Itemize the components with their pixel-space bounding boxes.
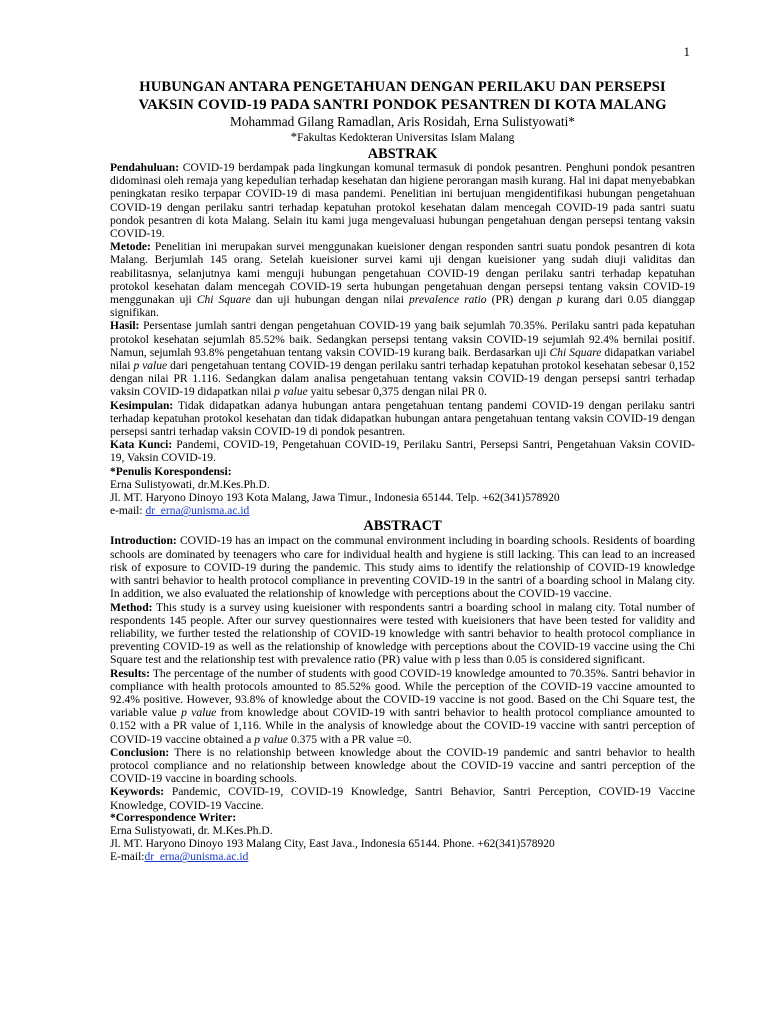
abstract-results [110, 667, 695, 746]
abstrak-kesimpulan [110, 400, 695, 440]
korespondensi-email-line [110, 505, 695, 518]
abstract-body [110, 534, 695, 864]
email-prefix: e-mail: [110, 505, 146, 518]
correspondence-name: Erna Sulistyowati, dr. M.Kes.Ph.D. [110, 824, 273, 837]
hasil-chi-square: Chi Square [549, 346, 602, 359]
pendahuluan-label: Pendahuluan: [110, 162, 180, 174]
results-p-value-2: p value [254, 732, 289, 746]
abstrak-pendahuluan [110, 162, 695, 241]
results-text-a: The percentage of the number of students with good COVID-19 knowledge amounted to 70.35%. Santri behavior in compliance with health protocols amounted to 85.52% good. While the perception of the COVID-19 vaccine amounted to 92.4% positive. However, 93.8% of knowledge about the COVID-19 vaccine is not good. Based on the Chi Square test, the variable value [110, 666, 695, 720]
hasil-label: Hasil: [110, 320, 140, 333]
paper-title [110, 78, 695, 114]
metode-label: Metode: [110, 241, 151, 254]
kata-kunci-label: Kata Kunci: [110, 439, 173, 452]
hasil-text-b: didapatkan variabel nilai [110, 346, 695, 373]
hasil-p-value-2: p value [274, 386, 308, 399]
abstract-heading: ABSTRACT [363, 518, 442, 535]
authors: Mohammad Gilang Ramadlan, Aris Rosidah, Erna Sulistyowati* [230, 114, 575, 129]
abstract-introduction [110, 534, 695, 600]
page-number: 1 [683, 44, 690, 59]
method-label: Method: [110, 600, 153, 614]
conclusion-label: Conclusion: [110, 745, 170, 759]
korespondensi-label: *Penulis Korespondensi: [110, 465, 232, 478]
metode-text-d: kurang dari 0.05 dianggap signifikan. [110, 294, 695, 320]
metode-text-b: dan uji hubungan dengan nilai [250, 294, 410, 307]
correspondence-label: *Correspondence Writer: [110, 811, 237, 824]
abstrak-kata-kunci [110, 439, 695, 465]
hasil-text-a: Persentase jumlah santri dengan pengetahuan COVID-19 yang baik sejumlah 70.35%. Perilaku santri pada kepatuhan protokol kesehatan sejumlah 85.52% baik. Sedangkan persepsi tentang vaksin COVID-19 sejumlah 92.4% bernilai positif. Namun, sejumlah 93.8% pengetahuan tentang vaksin COVID-19 kurang baik. Berdasarkan uji [110, 320, 695, 359]
results-p-value-1: p value [181, 706, 217, 720]
abstract-method [110, 601, 695, 667]
pendahuluan-text: COVID-19 berdampak pada lingkungan komunal termasuk di pondok pesantren. Penghuni pondok pesantren didominasi oleh remaja yang kepedulian terhadap kesehatan dan higiene perorangan masih kurang. Hal ini dapat menyebabkan peningkatan resiko terpapar COVID-19 di masa pandemi. Penelitian ini bertujuan mengidentifikasi hubungan pengetahuan COVID-19 dengan perilaku santri terhadap kepatuhan protokol kesehatan dalam mencegah COVID-19 pada santri suatu pondok pesantren di kota Malang. Selain itu kami juga mengevaluasi hubungan pengetahuan dengan persepsi tentang vaksin COVID-19. [110, 162, 696, 241]
affiliation [110, 129, 695, 146]
metode-chi-square: Chi Square [196, 294, 251, 307]
kesimpulan-label: Kesimpulan: [110, 399, 174, 412]
email-prefix-en: E-mail: [110, 851, 145, 864]
affiliation-text: Fakultas Kedokteran Universitas Islam Malang [297, 132, 515, 144]
correspondence-address: Jl. MT. Haryono Dinoyo 193 Malang City, East Java., Indonesia 65144. Phone. +62(341)578920 [110, 838, 555, 851]
kata-kunci-text: Pandemi, COVID-19, Pengetahuan COVID-19, Perilaku Santri, Persepsi Santri, Pengetahuan Vaksin COVID-19, Vaksin COVID-19. [110, 439, 696, 465]
affiliation-star: * [290, 129, 298, 144]
kesimpulan-text: Tidak didapatkan adanya hubungan antara pengetahuan tentang pandemi COVID-19 dengan perilaku santri terhadap kepatuhan protokol kesehatan dan tidak didapatkan hubungan antara pengetahuan tentang vaksin COVID-19 dengan persepsi santri terhadap vaksin COVID-19 di pondok pesantren. [110, 399, 695, 439]
correspondence-email-line [110, 851, 695, 864]
abstract-conclusion [110, 746, 695, 786]
abstract-keywords [110, 785, 695, 811]
abstrak-metode [110, 241, 695, 320]
metode-text-a: Penelitian ini merupakan survei menggunakan kueisioner dengan responden santri suatu pondok pesantren di kota Malang. Berjumlah 145 orang. Setelah kueisioner survei kami uji dengan kueisioner yang sudah diuji validitas dan reabilitasnya, selanjutnya kami menguji hubungan pengetahuan COVID-19 dengan perilaku santri terhadap kepatuhan protokol kesehatan dalam mencegah COVID-19 serta hubungan pengetahuan dengan persepsi tentang vaksin COVID-19 menggunakan uji [110, 241, 695, 307]
abstrak-heading: ABSTRAK [367, 146, 438, 162]
results-label: Results: [110, 666, 150, 680]
keywords-text: Pandemic, COVID-19, COVID-19 Knowledge, Santri Behavior, Santri Perception, COVID-19 Vaccine Knowledge, COVID-19 Vaccine. [110, 785, 695, 812]
korespondensi-address: Jl. MT. Haryono Dinoyo 193 Kota Malang, Jawa Timur., Indonesia 65144. Telp. +62(341)578920 [110, 492, 560, 505]
introduction-label: Introduction: [110, 534, 177, 548]
paper-page [110, 40, 695, 865]
keywords-label: Keywords: [110, 785, 165, 799]
hasil-p-value-1: p value [133, 360, 168, 373]
title-line-2: VAKSIN COVID-19 PADA SANTRI PONDOK PESANTREN DI KOTA MALANG [138, 97, 667, 113]
metode-p: p [556, 294, 563, 307]
metode-prevalence-ratio: prevalence ratio [409, 294, 487, 307]
method-text: This study is a survey using kueisioner with respondents santri a boarding school in malang city. Total number of respondents 145 people. After our survey questionnaires were tested with kueisioners that have been tested for validity and reliability, we further tested the relationship of COVID-19 knowledge with santri behavior to health protocol compliance in preventing COVID-19 as well as the relationship of knowledge with perceptions about the COVID-19 vaccine using the Chi Square test and the relationship test with prevalence ratio (PR) value with p less than 0.05 is considered significant. [110, 600, 695, 667]
conclusion-text: There is no relationship between knowledge about the COVID-19 pandemic and santri behavior to health protocol compliance and no relationship between knowledge about the COVID-19 vaccine and santri perception of the COVID-19 vaccine in boarding schools. [110, 745, 695, 786]
email-link-en[interactable]: dr_erna@unisma.ac.id [144, 851, 249, 864]
results-text-b: from knowledge about COVID-19 with santri behavior to health protocol compliance amounted to 0.152 with a PR value of 1,116. While in the analysis of knowledge about the COVID-19 vaccine with santri perception of COVID-19 vaccine obtained a [110, 706, 695, 746]
results-text-c: 0.375 with a PR value =0. [288, 732, 412, 746]
hasil-text-d: yaitu sebesar 0,375 dengan nilai PR 0. [307, 386, 487, 399]
metode-text-c: (PR) dengan [486, 294, 557, 307]
abstrak-hasil [110, 320, 695, 399]
hasil-text-c: dari pengetahuan tentang COVID-19 dengan perilaku santri terhadap kepatuhan protokol kesehatan sebesar 0,152 dengan nilai PR 1.116. Sedangkan dalam analisa pengetahuan tentang vaksin COVID-19 dengan persepsi santri terhadap vaksin COVID-19 didapatkan nilai [110, 360, 695, 399]
email-link[interactable]: dr_erna@unisma.ac.id [145, 505, 250, 518]
title-line-1: HUBUNGAN ANTARA PENGETAHUAN DENGAN PERILAKU DAN PERSEPSI [139, 79, 666, 95]
introduction-text: COVID-19 has an impact on the communal environment including in boarding schools. Residents of boarding schools are dominated by teenagers who care for individual health and hygiene is still lacking. This can lead to an increased risk of exposure to COVID-19 during the pandemic. This study aims to identify the relationship of COVID-19 knowledge with santri behavior to health protocol compliance in preventing COVID-19 in the santri of a boarding school in Malang city. In addition, we also evaluated the relationship of knowledge with perceptions about the COVID-19 vaccine. [110, 534, 695, 601]
korespondensi-name: Erna Sulistyowati, dr.M.Kes.Ph.D. [110, 478, 270, 491]
